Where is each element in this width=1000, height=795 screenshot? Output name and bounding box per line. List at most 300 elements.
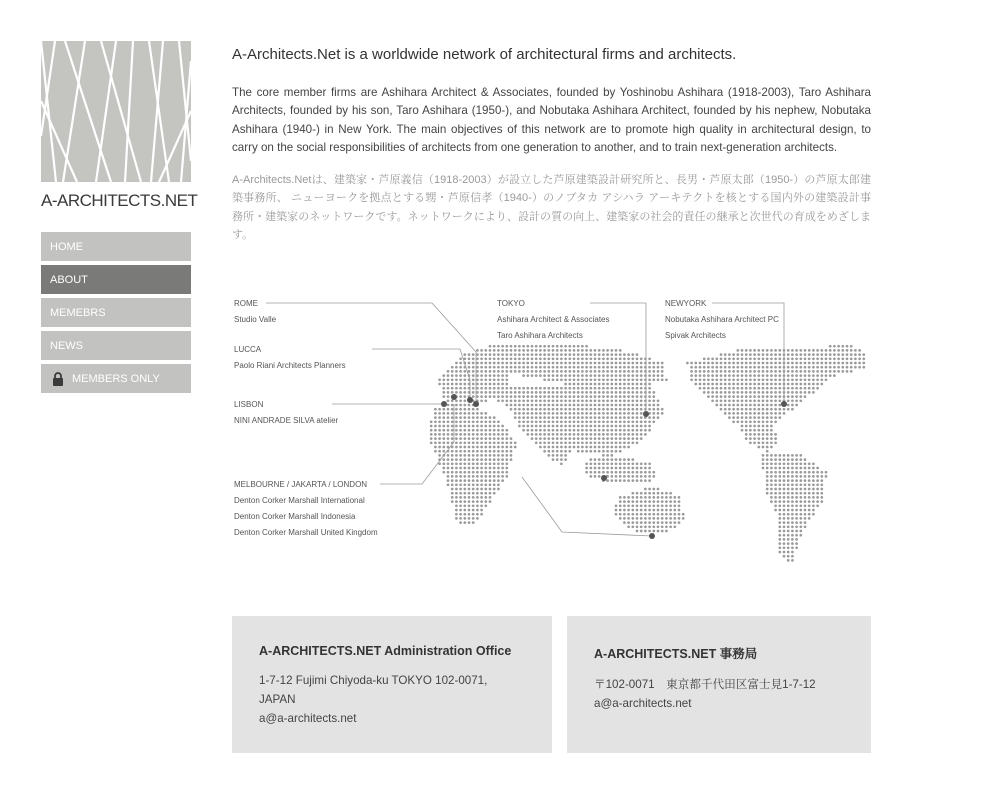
map-dot: [547, 433, 550, 436]
map-dot: [787, 475, 790, 478]
map-dot: [715, 399, 718, 402]
map-dot: [514, 387, 517, 390]
map-dot: [468, 462, 471, 465]
map-dot: [484, 458, 487, 461]
map-label-tokyo-member-1: Ashihara Architect & Associates: [497, 315, 610, 324]
map-dot: [447, 425, 450, 428]
map-dot: [501, 362, 504, 365]
map-dot: [636, 433, 639, 436]
map-dot: [577, 441, 580, 444]
map-dot: [581, 429, 584, 432]
map-dot: [484, 441, 487, 444]
map-dot: [459, 399, 462, 402]
map-dot: [648, 374, 651, 377]
map-dot: [783, 517, 786, 520]
map-dot: [535, 408, 538, 411]
map-dot: [476, 383, 479, 386]
map-dot: [661, 366, 664, 369]
map-dot: [459, 458, 462, 461]
map-dot: [619, 500, 622, 503]
map-dot: [434, 450, 437, 453]
map-dot: [438, 462, 441, 465]
map-dot: [749, 383, 752, 386]
map-dot: [510, 454, 513, 457]
map-dot: [615, 471, 618, 474]
map-dot: [820, 488, 823, 491]
map-dot: [623, 395, 626, 398]
office-email[interactable]: a@a-architects.net: [259, 712, 357, 725]
map-dot: [535, 357, 538, 360]
map-dot: [682, 517, 685, 520]
map-dot: [825, 370, 828, 373]
map-dot: [652, 509, 655, 512]
map-dot: [489, 420, 492, 423]
map-dot: [636, 357, 639, 360]
map-dot: [602, 450, 605, 453]
map-label-dcm-member-1: Denton Corker Marshall International: [234, 496, 365, 505]
map-dot: [745, 395, 748, 398]
nav-item-about[interactable]: [41, 265, 191, 294]
map-dot: [577, 370, 580, 373]
map-dot: [766, 471, 769, 474]
map-dot: [531, 399, 534, 402]
map-dot: [442, 471, 445, 474]
map-dot: [812, 362, 815, 365]
map-dot: [623, 370, 626, 373]
map-dot: [753, 425, 756, 428]
map-dot: [858, 349, 861, 352]
map-dot: [778, 500, 781, 503]
nav-item-home[interactable]: [41, 232, 191, 261]
map-dot: [837, 362, 840, 365]
map-dot: [463, 370, 466, 373]
map-dot: [442, 425, 445, 428]
map-dot: [510, 446, 513, 449]
map-dot: [778, 538, 781, 541]
map-dot: [757, 374, 760, 377]
map-dot: [463, 479, 466, 482]
map-dot: [787, 391, 790, 394]
map-dot: [745, 362, 748, 365]
map-dot: [598, 408, 601, 411]
map-dot: [480, 437, 483, 440]
map-dot: [573, 395, 576, 398]
map-dot: [753, 383, 756, 386]
map-dot: [560, 399, 563, 402]
map-dot: [568, 441, 571, 444]
map-dot: [568, 378, 571, 381]
map-dot: [661, 513, 664, 516]
map-dot: [526, 404, 529, 407]
map-dot: [518, 395, 521, 398]
map-dot: [451, 425, 454, 428]
map-dot: [518, 416, 521, 419]
map-dot: [648, 383, 651, 386]
map-dot: [791, 483, 794, 486]
map-dot: [476, 458, 479, 461]
map-dot: [510, 441, 513, 444]
map-dot: [489, 374, 492, 377]
map-dot: [459, 383, 462, 386]
map-dot: [623, 387, 626, 390]
map-dot: [459, 517, 462, 520]
map-dot: [770, 429, 773, 432]
map-dot: [463, 475, 466, 478]
map-dot: [804, 378, 807, 381]
map-dot: [636, 420, 639, 423]
map-dot: [644, 492, 647, 495]
map-dot: [438, 378, 441, 381]
map-dot: [678, 500, 681, 503]
map-dot: [820, 471, 823, 474]
map-dot: [501, 395, 504, 398]
map-dot: [795, 395, 798, 398]
map-dot: [615, 395, 618, 398]
map-dot: [552, 349, 555, 352]
map-dot: [560, 425, 563, 428]
map-dot: [711, 391, 714, 394]
map-dot: [564, 458, 567, 461]
nav-item-members-only[interactable]: [41, 364, 191, 393]
map-dot: [820, 374, 823, 377]
map-dot: [791, 458, 794, 461]
map-dot: [459, 429, 462, 432]
map-dot: [627, 513, 630, 516]
map-dot: [480, 416, 483, 419]
map-dot: [442, 374, 445, 377]
map-dot: [770, 488, 773, 491]
map-dot: [673, 509, 676, 512]
map-dot: [623, 462, 626, 465]
map-dot: [556, 420, 559, 423]
map-dot: [463, 387, 466, 390]
map-dot: [816, 362, 819, 365]
map-dot: [795, 542, 798, 545]
map-dot: [749, 408, 752, 411]
map-dot: [640, 425, 643, 428]
map-dot: [757, 425, 760, 428]
map-dot: [535, 362, 538, 365]
map-dot: [770, 433, 773, 436]
map-dot: [505, 454, 508, 457]
map-dot: [484, 387, 487, 390]
map-dot: [783, 458, 786, 461]
map-dot: [741, 383, 744, 386]
map-dot: [762, 433, 765, 436]
map-dot: [657, 488, 660, 491]
map-dot: [489, 357, 492, 360]
map-dot: [501, 391, 504, 394]
network-map: [232, 292, 872, 572]
map-dot: [480, 383, 483, 386]
map-dot: [795, 454, 798, 457]
map-dot: [589, 404, 592, 407]
map-dot: [455, 383, 458, 386]
map-dot: [770, 370, 773, 373]
map-dot: [711, 362, 714, 365]
map-dot: [623, 412, 626, 415]
map-dot: [678, 521, 681, 524]
map-dot: [762, 378, 765, 381]
office-email[interactable]: a@a-architects.net: [594, 697, 692, 710]
map-dot: [594, 408, 597, 411]
map-dot: [657, 416, 660, 419]
map-dot: [778, 513, 781, 516]
map-dot: [594, 362, 597, 365]
map-dot: [489, 383, 492, 386]
map-dot: [594, 391, 597, 394]
map-dot: [627, 504, 630, 507]
map-dot: [627, 496, 630, 499]
map-dot: [623, 458, 626, 461]
map-dot: [749, 437, 752, 440]
map-dot: [493, 492, 496, 495]
map-dot: [623, 479, 626, 482]
map-dot: [724, 357, 727, 360]
map-dot: [631, 374, 634, 377]
map-dot: [791, 399, 794, 402]
map-label-newyork-member-1: Nobutaka Ashihara Architect PC: [665, 315, 779, 324]
map-dot: [799, 492, 802, 495]
map-dot: [447, 429, 450, 432]
map-dot: [787, 488, 790, 491]
map-dot: [535, 399, 538, 402]
map-dot: [741, 391, 744, 394]
map-dot: [476, 420, 479, 423]
map-dot: [543, 412, 546, 415]
map-dot: [505, 395, 508, 398]
site-logo[interactable]: [41, 41, 198, 211]
map-dot: [846, 366, 849, 369]
map-dot: [808, 462, 811, 465]
map-dot: [774, 383, 777, 386]
map-dot: [862, 366, 865, 369]
nav-item-members[interactable]: [41, 298, 191, 327]
map-dot: [728, 383, 731, 386]
map-dot: [526, 387, 529, 390]
map-dot: [480, 357, 483, 360]
map-dot: [799, 391, 802, 394]
map-dot: [795, 391, 798, 394]
map-dot: [522, 408, 525, 411]
map-dot: [522, 362, 525, 365]
map-dot: [623, 517, 626, 520]
map-dot: [808, 492, 811, 495]
map-dot: [774, 378, 777, 381]
map-dot: [640, 404, 643, 407]
map-dot: [531, 429, 534, 432]
map-dot: [501, 433, 504, 436]
map-dot: [577, 416, 580, 419]
map-dot: [610, 416, 613, 419]
map-dot: [472, 395, 475, 398]
map-dot: [631, 475, 634, 478]
nav-item-news[interactable]: [41, 331, 191, 360]
map-dot: [560, 446, 563, 449]
map-dot: [778, 492, 781, 495]
map-dot: [648, 500, 651, 503]
map-dot: [493, 433, 496, 436]
map-dot: [463, 521, 466, 524]
map-dot: [564, 374, 567, 377]
map-dot: [766, 370, 769, 373]
map-dot: [539, 374, 542, 377]
map-dot: [573, 433, 576, 436]
map-dot: [493, 420, 496, 423]
map-dot: [573, 391, 576, 394]
map-dot: [661, 530, 664, 533]
map-dot: [497, 357, 500, 360]
map-dot: [619, 471, 622, 474]
map-dot: [552, 454, 555, 457]
map-dot: [615, 408, 618, 411]
map-dot: [812, 370, 815, 373]
map-dot: [749, 429, 752, 432]
map-dot: [564, 450, 567, 453]
map-dot: [610, 462, 613, 465]
map-dot: [615, 429, 618, 432]
map-dot: [564, 378, 567, 381]
map-dot: [568, 349, 571, 352]
map-dot: [455, 370, 458, 373]
map-dot: [631, 479, 634, 482]
map-dot: [850, 362, 853, 365]
map-dot: [573, 378, 576, 381]
map-dot: [505, 387, 508, 390]
map-dot: [825, 357, 828, 360]
map-dot: [581, 395, 584, 398]
map-dot: [766, 387, 769, 390]
map-dot: [808, 509, 811, 512]
map-dot: [472, 492, 475, 495]
map-dot: [665, 513, 668, 516]
map-dot: [484, 475, 487, 478]
map-dot: [568, 395, 571, 398]
map-dot: [640, 462, 643, 465]
map-dot: [652, 525, 655, 528]
map-dot: [602, 471, 605, 474]
map-dot: [451, 467, 454, 470]
map-dot: [480, 374, 483, 377]
map-dot: [560, 345, 563, 348]
map-dot: [862, 353, 865, 356]
map-dot: [564, 416, 567, 419]
map-dot: [564, 446, 567, 449]
map-dot: [547, 408, 550, 411]
map-dot: [438, 437, 441, 440]
map-dot: [741, 378, 744, 381]
map-dot: [757, 357, 760, 360]
map-dot: [552, 378, 555, 381]
map-dot: [812, 509, 815, 512]
map-dot: [480, 412, 483, 415]
map-dot: [648, 387, 651, 390]
map-dot: [783, 530, 786, 533]
map-dot: [535, 395, 538, 398]
map-dot: [619, 362, 622, 365]
map-dot: [573, 362, 576, 365]
map-dot: [585, 378, 588, 381]
map-dot: [644, 467, 647, 470]
map-dot: [770, 404, 773, 407]
map-dot: [631, 383, 634, 386]
map-dot: [812, 513, 815, 516]
map-dot: [787, 538, 790, 541]
map-dot: [489, 425, 492, 428]
map-dot: [455, 479, 458, 482]
map-dot: [774, 412, 777, 415]
map-dot: [543, 433, 546, 436]
map-dot: [644, 433, 647, 436]
map-dot: [447, 420, 450, 423]
map-dot: [644, 513, 647, 516]
map-dot: [812, 366, 815, 369]
map-dot: [795, 404, 798, 407]
map-dot: [669, 500, 672, 503]
map-dot: [535, 387, 538, 390]
map-dot: [795, 374, 798, 377]
map-dot: [745, 391, 748, 394]
map-dot: [468, 437, 471, 440]
map-dot: [808, 353, 811, 356]
map-dot: [799, 362, 802, 365]
map-dot: [459, 513, 462, 516]
map-dot: [766, 416, 769, 419]
map-dot: [636, 525, 639, 528]
map-dot: [652, 412, 655, 415]
map-dot: [526, 425, 529, 428]
map-dot: [442, 441, 445, 444]
map-dot: [783, 454, 786, 457]
map-dot: [489, 467, 492, 470]
map-dot: [598, 467, 601, 470]
map-dot: [791, 366, 794, 369]
map-dot: [484, 500, 487, 503]
map-dot: [627, 479, 630, 482]
map-dot: [497, 441, 500, 444]
map-dot: [636, 479, 639, 482]
map-dot: [438, 433, 441, 436]
map-dot: [631, 370, 634, 373]
map-dot: [825, 374, 828, 377]
map-dot: [778, 395, 781, 398]
map-dot: [547, 429, 550, 432]
map-dot: [791, 349, 794, 352]
map-dot: [627, 500, 630, 503]
map-dot: [640, 412, 643, 415]
map-dot: [589, 471, 592, 474]
map-dot: [480, 467, 483, 470]
map-dot: [648, 488, 651, 491]
map-dot: [766, 404, 769, 407]
map-dot: [619, 458, 622, 461]
map-dot: [463, 408, 466, 411]
map-dot: [812, 483, 815, 486]
map-dot: [463, 433, 466, 436]
map-dot: [623, 509, 626, 512]
map-dot: [724, 399, 727, 402]
map-dot: [480, 513, 483, 516]
map-dot: [463, 416, 466, 419]
map-dot: [791, 391, 794, 394]
map-dot: [455, 517, 458, 520]
map-dot: [770, 471, 773, 474]
map-dot: [816, 467, 819, 470]
map-dot: [539, 441, 542, 444]
map-dot: [787, 530, 790, 533]
map-dot: [556, 366, 559, 369]
map-dot: [791, 534, 794, 537]
